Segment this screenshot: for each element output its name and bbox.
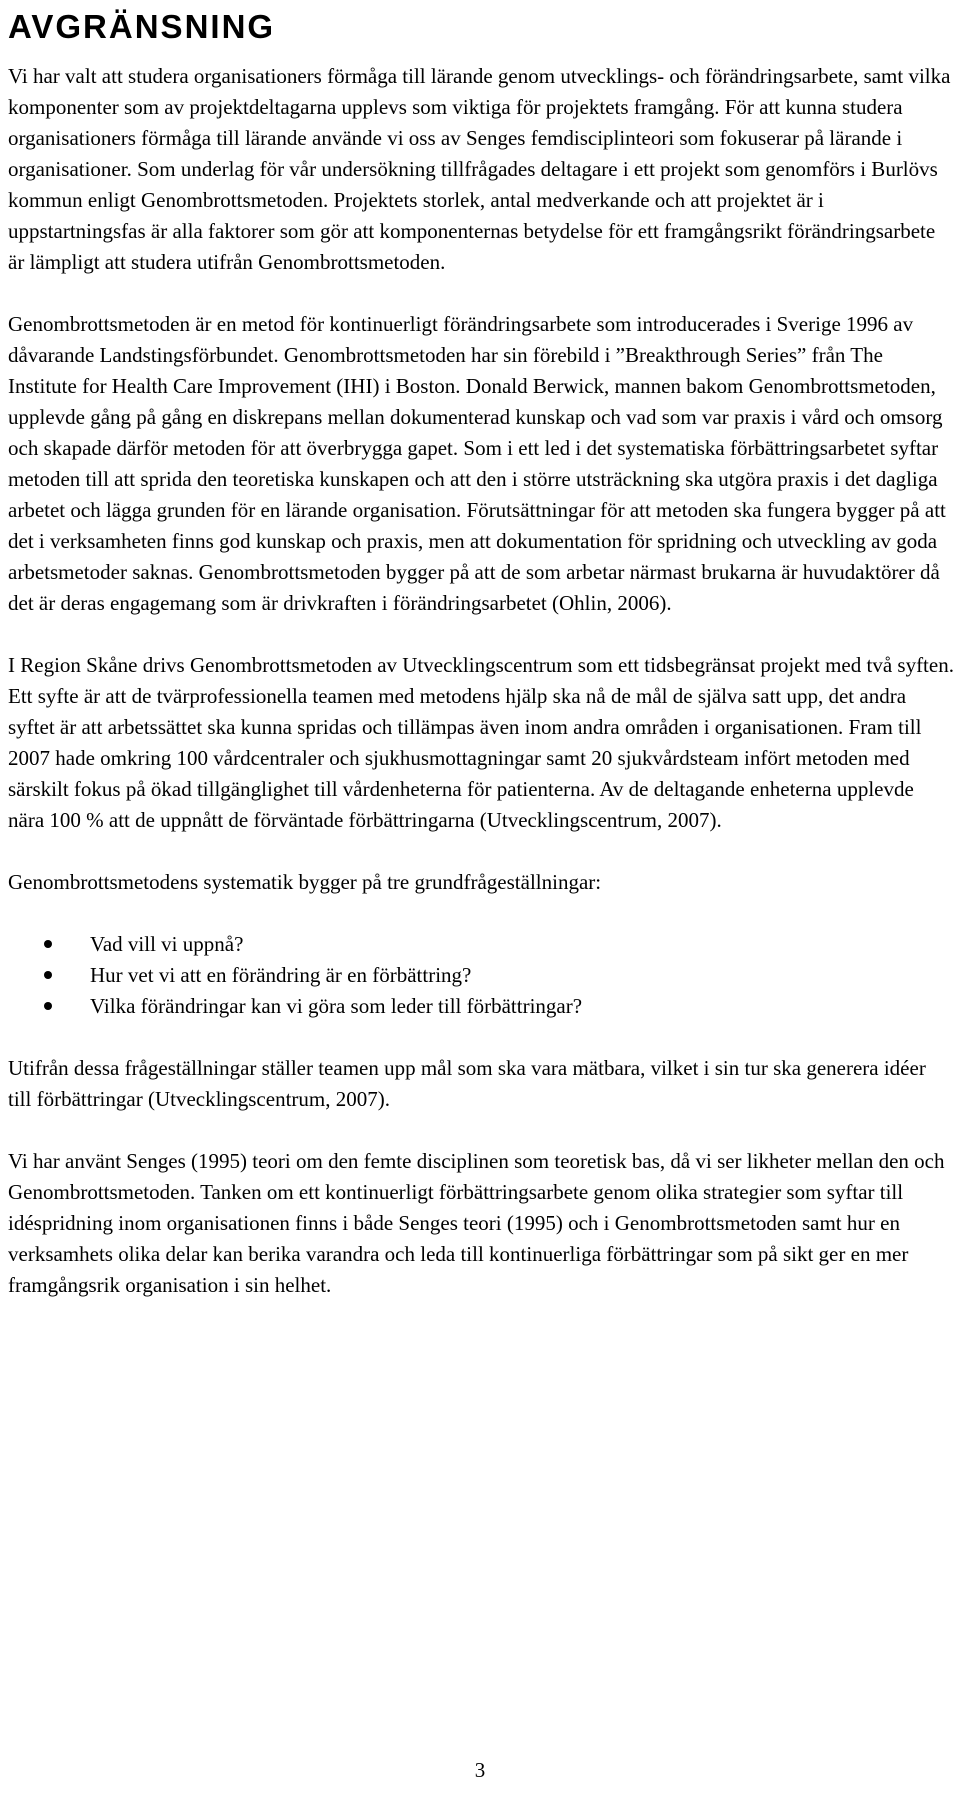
list-item-text: Hur vet vi att en förändring är en förbättring? — [90, 963, 472, 987]
bullet-icon — [44, 1002, 52, 1010]
paragraph-systematics-intro: Genombrottsmetodens systematik bygger på tre grundfrågeställningar: — [8, 870, 602, 894]
list-item-text: Vilka förändringar kan vi göra som leder till förbättringar? — [90, 994, 583, 1018]
document-page — [8, 0, 954, 1301]
paragraph-method-background: Genombrottsmetoden är en metod för kontinuerligt förändringsarbete som introducerades i Sverige 1996 av dåvarande Landstingsförbundet. Genombrottsmetoden har sin förebild i ”Breakthrough Series” från The Institute for Health Care Improvement (IHI) i Boston. Donald Berwick, mannen bakom Genombrottsmetoden, upplevde gång på gång en diskrepans mellan dokumenterad kunskap och vad som var praxis i vård och omsorg och skapade därför metoden för att överbrygga gapet. Som i ett led i det systematiska förbättringsarbetet syftar metoden till att sprida den teoretiska kunskapen och att den i större utsträckning ska utgöra praxis i det dagliga arbetet och lägga grunden för en lärande organisation. Förutsättningar för att metoden ska fungera bygger på att det i verksamheten finns god kunskap och praxis, men att dokumentation för spridning och utveckling av goda arbetsmetoder saknas. Genombrottsmetoden bygger på att de som arbetar närmast brukarna är huvudaktörer då det är deras engagemang som är drivkraften i förändringsarbetet (Ohlin, 2006). — [8, 312, 946, 615]
bullet-icon — [44, 940, 52, 948]
page-number: 3 — [474, 1758, 486, 1782]
bullet-icon — [44, 971, 52, 979]
paragraph-goals: Utifrån dessa frågeställningar ställer teamen upp mål som ska vara mätbara, vilket i sin tur ska generera idéer till förbättringar (Utvecklingscentrum, 2007). — [8, 1056, 926, 1111]
paragraph-scope: Vi har valt att studera organisationers förmåga till lärande genom utvecklings- och förändringsarbete, samt vilka komponenter som av projektdeltagarna upplevs som viktiga för projektets framgång. För att kunna studera organisationers förmåga till lärande använde vi oss av Senges femdisciplinteori som fokuserar på lärande i organisationer. Som underlag för vår undersökning tillfrågades deltagare i ett projekt som genomförs i Burlövs kommun enligt Genombrottsmetoden. Projektets storlek, antal medverkande och att projektet är i uppstartningsfas är alla faktorer som gör att komponenternas betydelse för ett framgångsrikt förändringsarbete är lämpligt att studera utifrån Genombrottsmetoden. — [8, 64, 951, 274]
question-list — [8, 929, 954, 1022]
paragraph-senge-theory: Vi har använt Senges (1995) teori om den femte disciplinen som teoretisk bas, då vi ser likheter mellan den och Genombrottsmetoden. Tanken om ett kontinuerligt förbättringsarbete genom olika strategier som syftar till idéspridning inom organisationen finns i både Senges teori (1995) och i Genombrottsmetoden samt hur en verksamhets olika delar kan berika varandra och leda till kontinuerliga förbättringar som på sikt ger en mer framgångsrik organisation i sin helhet. — [8, 1149, 945, 1297]
paragraph-region-skane: I Region Skåne drivs Genombrottsmetoden av Utvecklingscentrum som ett tidsbegränsat projekt med två syften. Ett syfte är att de tvärprofessionella teamen med metodens hjälp ska nå de mål de själva satt upp, det andra syftet är att arbetssättet ska kunna spridas och tillämpas även inom andra områden i organisationen. Fram till 2007 hade omkring 100 vårdcentraler och sjukhusmottagningar samt 20 sjukvårdsteam infört metoden med särskilt fokus på ökad tillgänglighet till vårdenheterna för patienterna. Av de deltagande enheterna upplevde nära 100 % att de uppnått de förväntade förbättringarna (Utvecklingscentrum, 2007). — [8, 653, 954, 832]
list-item — [8, 991, 954, 1022]
list-item — [8, 960, 954, 991]
section-heading: AVGRÄNSNING — [8, 8, 276, 45]
list-item — [8, 929, 954, 960]
list-item-text: Vad vill vi uppnå? — [90, 932, 244, 956]
